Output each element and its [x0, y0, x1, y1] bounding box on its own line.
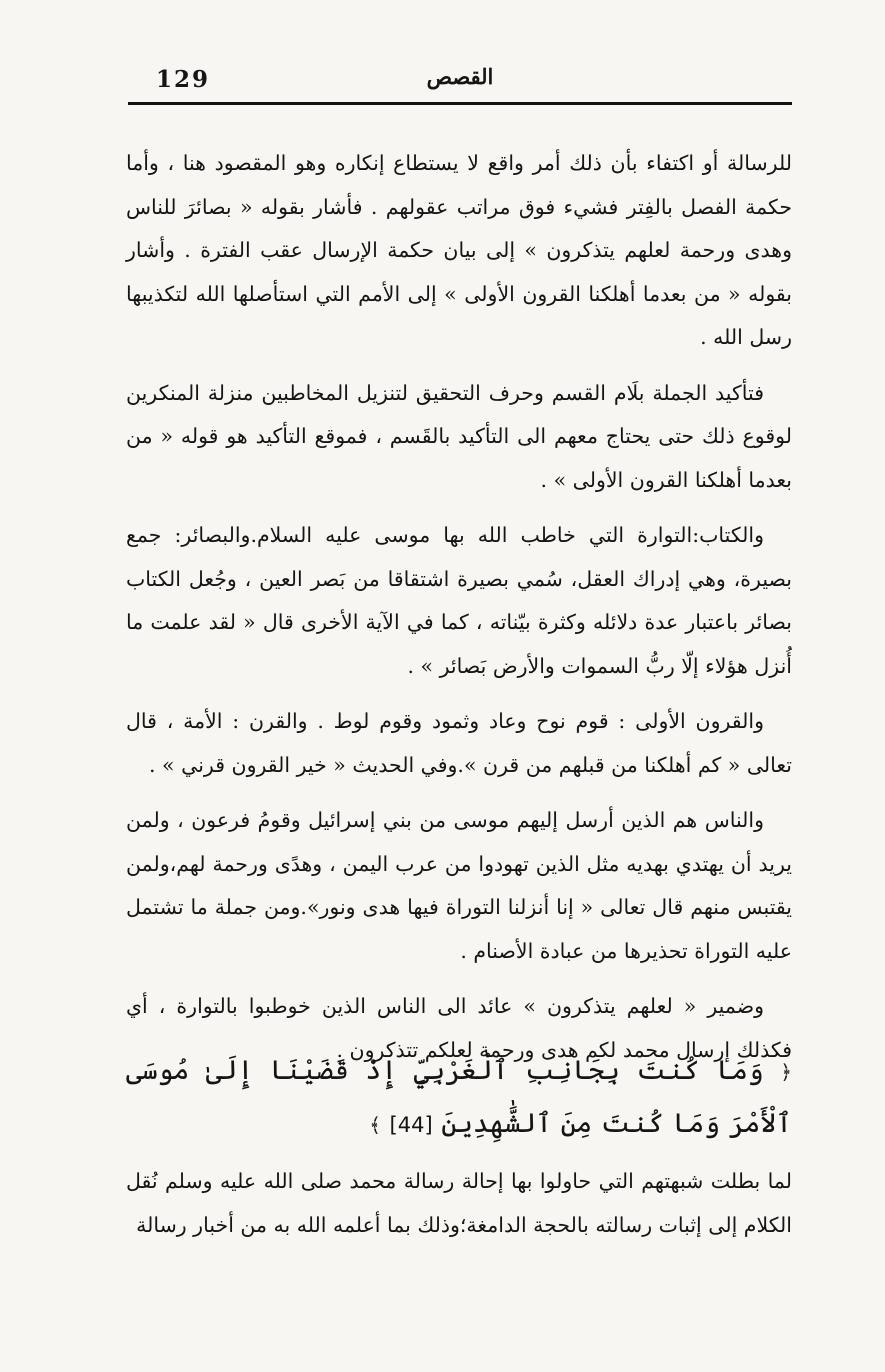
paragraph: والقرون الأولى : قوم نوح وعاد وثمود وقوم لوط . والقرن : الأمة ، قال تعالى « كم أهلكنا من قبلهم من قرن ».وفي الحديث « خير القرون قرني » .: [126, 709, 792, 777]
verse-text: وَمَا كُنتَ بِجَانِبِ ٱلْغَرْبِيِّ إِذْ قَضَيْنَا إِلَىٰ مُوسَى ٱلْأَمْرَ وَمَا كُنتَ مِنَ ٱلشَّٰهِدِينَ: [126, 1055, 792, 1139]
body-text: [126, 142, 792, 1084]
continuation-paragraph: لما بطلت شبهتهم التي حاولوا بها إحالة رسالة محمد صلى الله عليه وسلم نُقل الكلام إلى إثبات رسالته بالحجة الدامغة؛وذلك بما أعلمه الله به من أخبار رسالة: [126, 1169, 792, 1237]
running-title: القصص: [426, 64, 494, 89]
paragraph: والناس هم الذين أرسل إليهم موسى من بني إسرائيل وقومُ فرعون ، ولمن يريد أن يهتدي بهديه مثل الذين تهودوا من عرب اليمن ، وهدًى ورحمة لهم،ولمن يقتبس منهم قال تعالى « إنا أنزلنا التوراة فيها هدى ونور».ومن جملة ما تشتمل عليه التوراة تحذيرها من عبادة الأصنام .: [126, 808, 792, 963]
paragraph: للرسالة أو اكتفاء بأن ذلك أمر واقع لا يستطاع إنكاره وهو المقصود هنا ، وأما حكمة الفصل بالفِتر فشيء فوق مراتب عقولهم . فأشار بقوله « بصائرَ للناس وهدى ورحمة لعلهم يتذكرون » إلى بيان حكمة الإرسال عقب الفترة . وأشار بقوله « من بعدما أهلكنا القرون الأولى » إلى الأمم التي استأصلها الله لتكذيبها رسل الله .: [126, 151, 792, 349]
verse-open-bracket: ﴿: [780, 1060, 792, 1084]
verse-number: [44]: [389, 1113, 433, 1137]
page-number: 129: [156, 66, 211, 93]
paragraph: وضمير « لعلهم يتذكرون » عائد الى الناس الذين خوطبوا بالتوارة ، أي فكذلك إرسال محمد لكم هدى ورحمة لعلكم تتذكرون .: [126, 994, 792, 1062]
page-header: [128, 62, 792, 105]
paragraph: والكتاب:التوارة التي خاطب الله بها موسى عليه السلام.والبصائر: جمع بصيرة، وهي إدراك العقل، سُمي بصيرة اشتقاقا من بَصر العين ، وجُعل الكتاب بصائر باعتبار عدة دلائله وكثرة بيّناته ، كما في الآية الأخرى قال « لقد علمت ما أُنزل هؤلاء إلّا ربُّ السموات والأرض بَصائر » .: [126, 523, 792, 678]
quran-verse: [126, 1045, 792, 1151]
paragraph: فتأكيد الجملة بلَام القسم وحرف التحقيق لتنزيل المخاطبين منزلة المنكرين لوقوع ذلك حتى يحتاج معهم الى التأكيد بالقَسم ، فموقع التأكيد هو قوله « من بعدما أهلكنا القرون الأولى » .: [126, 380, 792, 492]
verse-close-bracket: ﴾: [369, 1113, 381, 1137]
